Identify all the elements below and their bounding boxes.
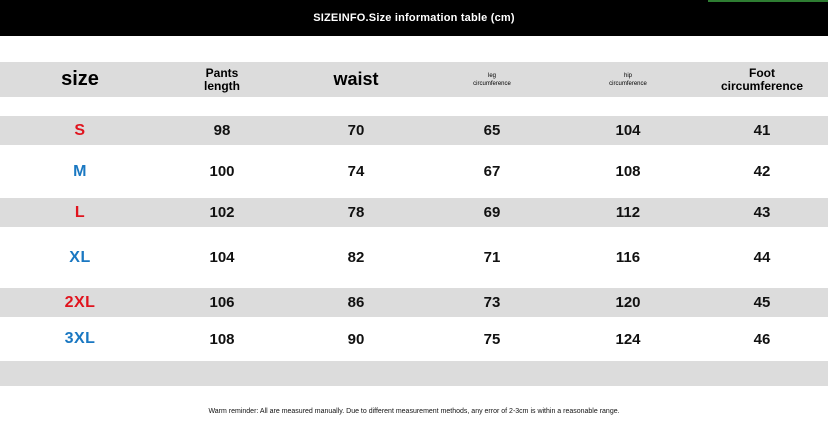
header-size-label: size (61, 68, 99, 90)
header-hip-line1: hip (623, 72, 632, 79)
table-row (0, 116, 828, 145)
header-size (18, 62, 142, 97)
header-leg-line2: circumference (473, 80, 511, 87)
leg-value: 75 (483, 330, 501, 348)
foot-value: 43 (753, 204, 771, 221)
header-foot (700, 62, 824, 97)
table-title: SIZEINFO.Size information table (cm) (313, 12, 515, 24)
waist-value: 74 (347, 163, 365, 180)
header-leg (432, 62, 552, 97)
header-pants-length (162, 62, 282, 97)
waist-value: 78 (347, 204, 365, 221)
table-row (0, 317, 828, 361)
size-label: M (73, 162, 87, 180)
pants-length-value: 98 (213, 122, 231, 139)
hip-value: 124 (615, 330, 641, 348)
title-bar (0, 0, 828, 36)
leg-value: 65 (483, 122, 501, 139)
hip-value: 116 (615, 249, 641, 266)
waist-value: 86 (347, 294, 365, 311)
pants-length-value: 108 (209, 330, 235, 348)
leg-value: 67 (483, 163, 501, 180)
header-pants-line1: Pants (205, 65, 239, 80)
header-pants-line2: length (204, 78, 240, 93)
foot-value: 41 (753, 122, 771, 139)
hip-value: 104 (615, 122, 641, 139)
header-foot-line1: Foot (749, 65, 775, 80)
hip-value: 120 (615, 294, 641, 311)
warm-reminder-note: Warm reminder: All are measured manually. Due to different measurement methods, any error of 2-3cm is within a reasonable range. (208, 408, 620, 415)
foot-value: 45 (753, 294, 771, 311)
waist-value: 82 (347, 249, 365, 266)
leg-value: 69 (483, 204, 501, 221)
size-label: L (74, 203, 86, 221)
header-hip-line2: circumference (609, 80, 647, 87)
header-waist (296, 62, 416, 97)
size-label: 3XL (64, 330, 96, 347)
waist-value: 90 (347, 330, 365, 348)
hip-value: 112 (615, 204, 641, 221)
table-row (0, 227, 828, 288)
table-row (0, 288, 828, 317)
size-label: XL (69, 248, 91, 266)
leg-value: 71 (483, 249, 501, 266)
size-label: S (74, 121, 86, 139)
header-row (0, 62, 828, 97)
pants-length-value: 102 (209, 204, 235, 221)
leg-value: 73 (483, 294, 501, 311)
pants-length-value: 100 (209, 163, 235, 180)
header-foot-line2: circumference (720, 78, 804, 93)
foot-value: 46 (753, 330, 771, 348)
corner-accent (708, 0, 828, 2)
size-label: 2XL (64, 293, 96, 311)
table-row (0, 198, 828, 227)
foot-value: 42 (753, 163, 771, 180)
table-row (0, 145, 828, 198)
header-leg-line1: leg (487, 72, 496, 79)
pants-length-value: 106 (209, 294, 235, 311)
table-footer-band (0, 361, 828, 386)
waist-value: 70 (347, 122, 365, 139)
header-waist-label: waist (333, 69, 379, 89)
hip-value: 108 (615, 163, 641, 180)
pants-length-value: 104 (209, 249, 235, 266)
foot-value: 44 (753, 249, 771, 266)
header-hip (566, 62, 690, 97)
